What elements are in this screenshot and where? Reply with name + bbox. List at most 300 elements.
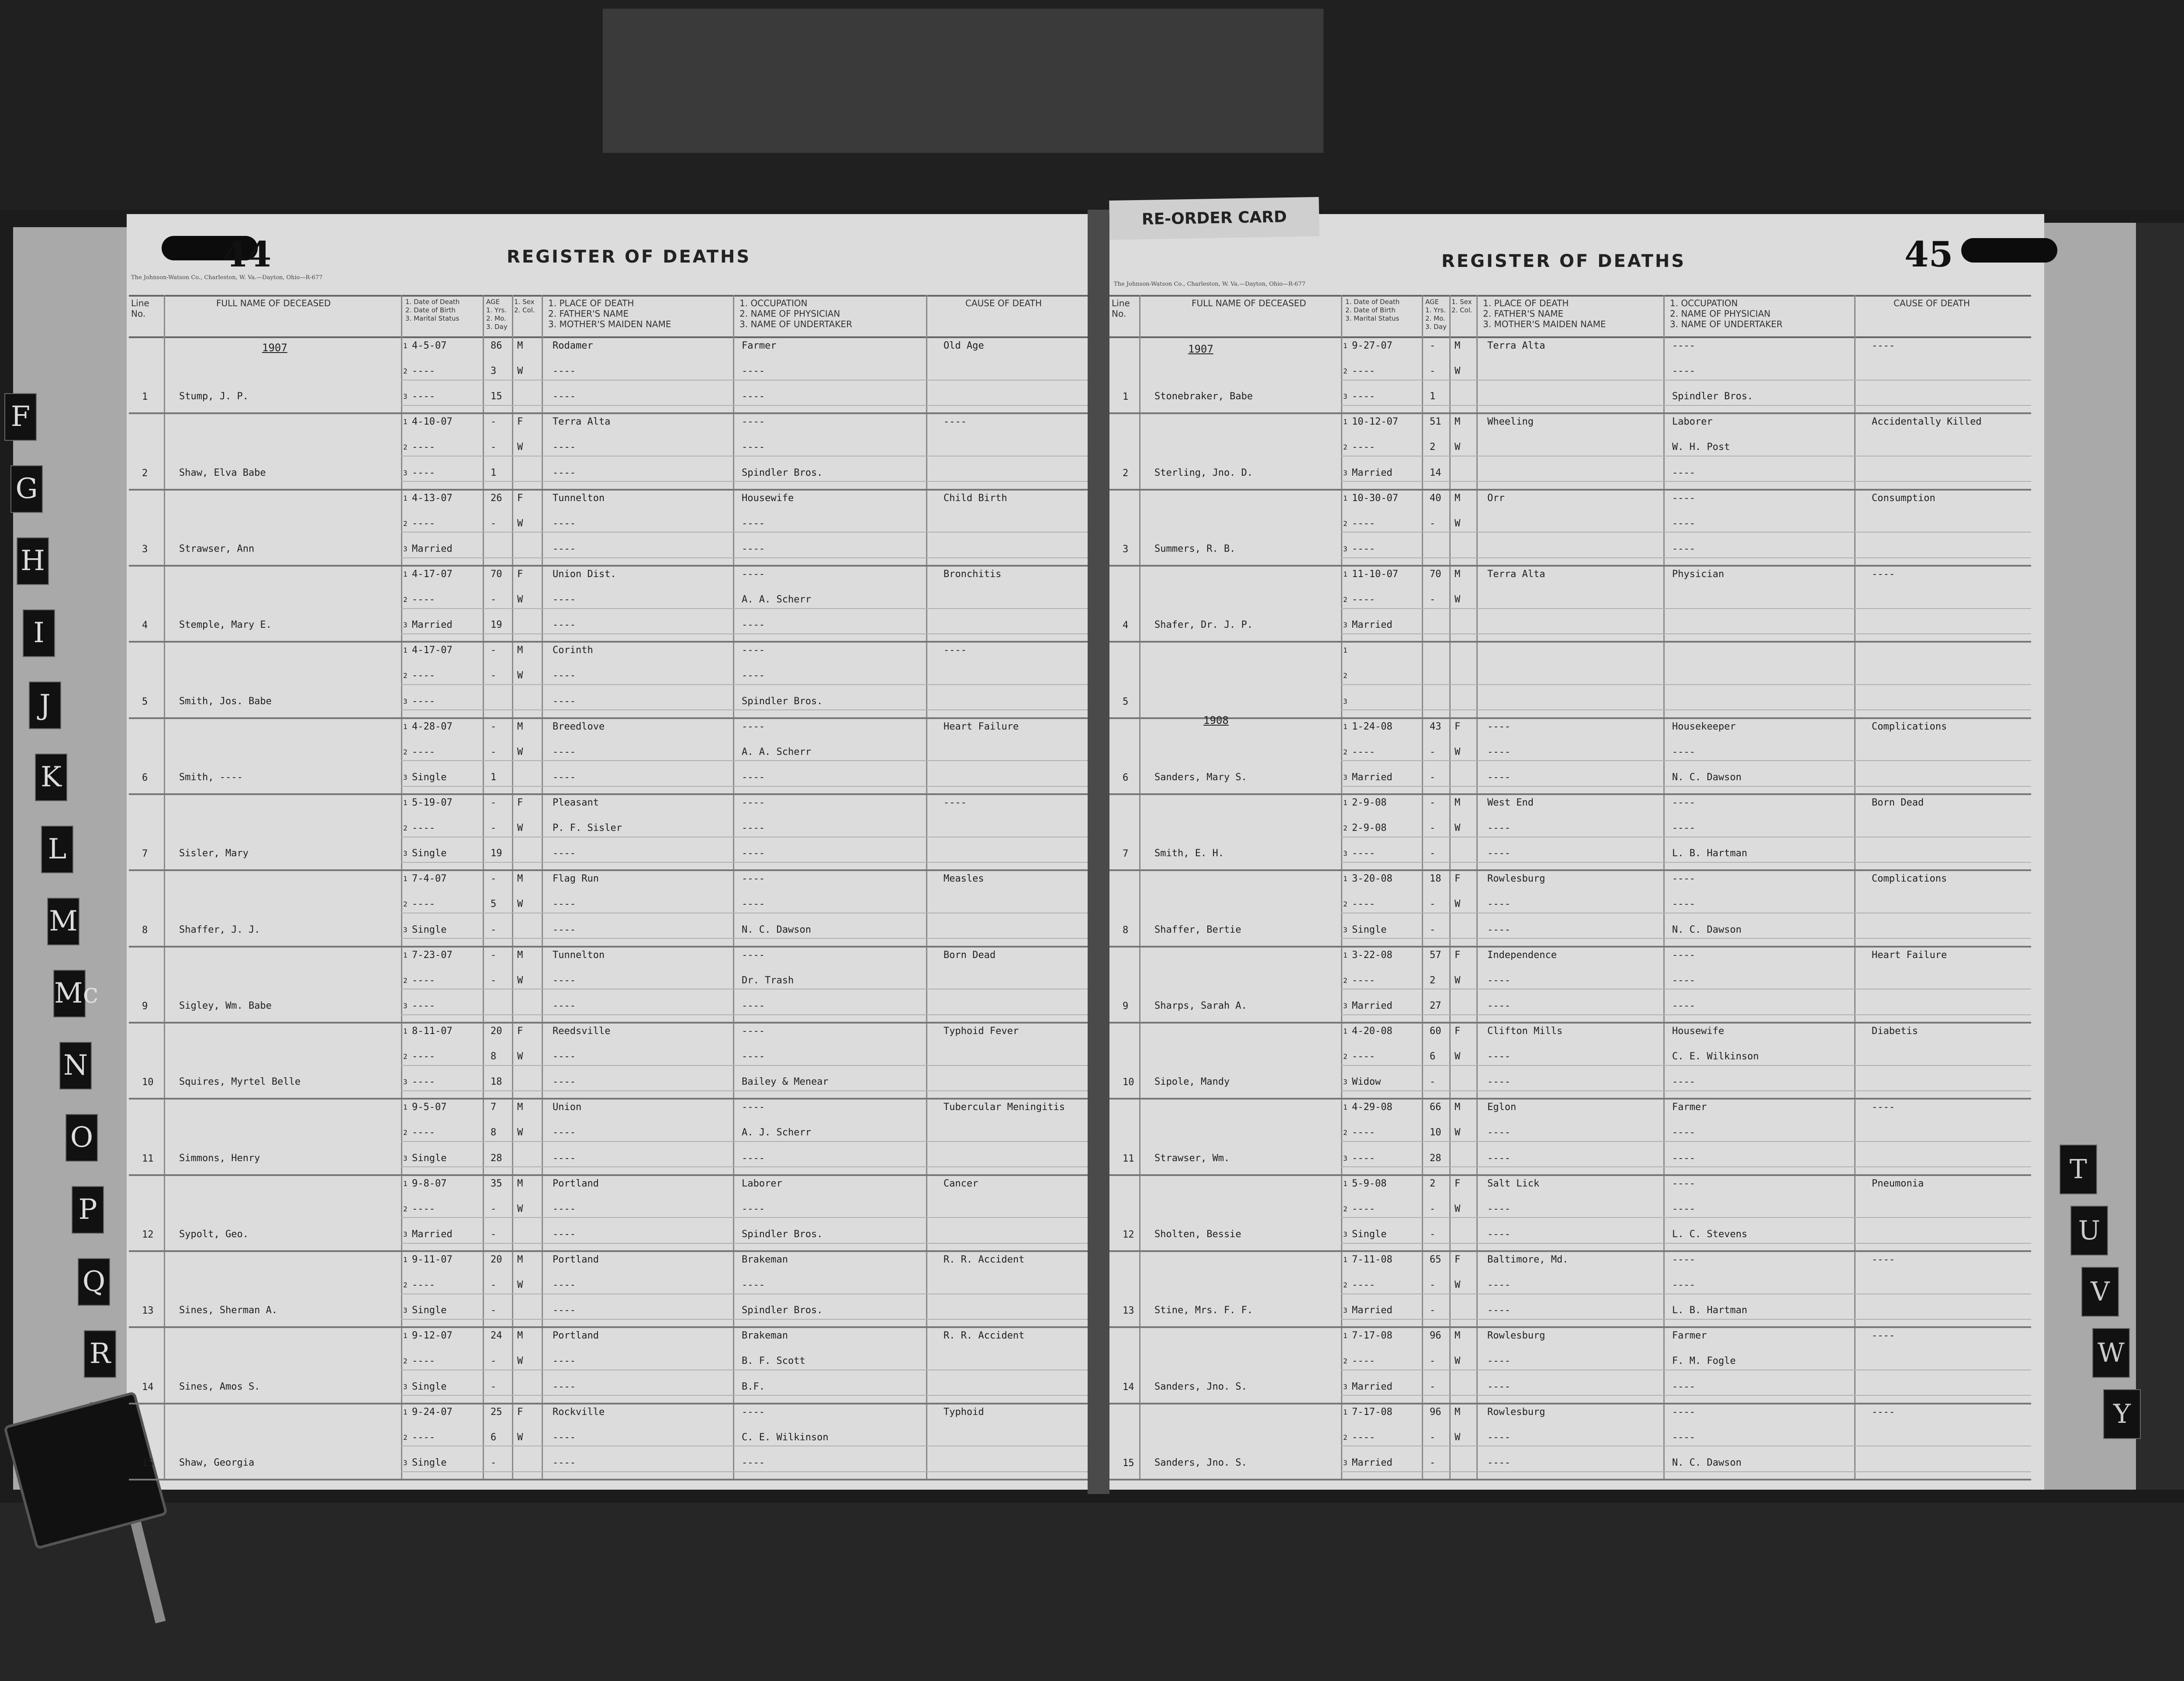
sub-index: 3 (403, 1306, 408, 1315)
age-field: - (1430, 594, 1436, 605)
place-parent-field: ---- (553, 366, 576, 377)
occupation-physician-field: ---- (1672, 1000, 1695, 1011)
date-field: ---- (1352, 366, 1375, 377)
occupation-physician-field: L. B. Hartman (1672, 848, 1748, 859)
sub-rule (401, 1471, 1088, 1472)
place-parent-field: ---- (553, 975, 576, 986)
sub-index: 1 (1343, 722, 1348, 731)
sex-color-field: W (517, 899, 523, 910)
occupation-physician-field: ---- (742, 619, 765, 631)
place-parent-field: Wheeling (1487, 416, 1534, 428)
age-field: 8 (491, 1051, 497, 1062)
sex-color-field: M (517, 721, 523, 732)
occupation-physician-field: ---- (742, 873, 765, 885)
sex-color-field: F (517, 492, 523, 504)
date-field: 1-24-08 (1352, 721, 1393, 732)
age-field: 1 (491, 771, 497, 783)
occupation-physician-field: ---- (742, 1203, 765, 1214)
deceased-name: Stine, Mrs. F. F. (1154, 1305, 1253, 1316)
column-rule (1422, 295, 1423, 1479)
place-parent-field: ---- (1487, 924, 1510, 935)
sub-rule (1341, 684, 2031, 685)
sub-index: 1 (1343, 1179, 1348, 1188)
page-title-right: REGISTER OF DEATHS (1441, 251, 1686, 271)
cause-of-death: Born Dead (943, 949, 996, 961)
row-rule (129, 1174, 1088, 1176)
date-field: 4-17-07 (412, 569, 453, 580)
col-header-age: AGE 1. Yrs. 2. Mo. 3. Day (1425, 298, 1447, 331)
sex-color-field: M (1455, 416, 1461, 428)
sex-color-field: M (517, 1102, 523, 1113)
deceased-name: Shaw, Elva Babe (179, 467, 266, 478)
occupation-physician-field: F. M. Fogle (1672, 1356, 1736, 1367)
sub-rule (401, 1243, 1088, 1244)
deceased-name: Strawser, Ann (179, 543, 255, 554)
age-field: 6 (491, 1432, 497, 1443)
line-number: 5 (142, 696, 148, 707)
sub-index: 3 (403, 1001, 408, 1010)
date-field: ---- (412, 695, 435, 707)
occupation-physician-field: Farmer (742, 340, 777, 351)
age-field: - (491, 1356, 497, 1367)
sub-rule (401, 1065, 1088, 1066)
column-rule (926, 295, 927, 1479)
date-field: 9-12-07 (412, 1330, 453, 1342)
sub-index: 1 (1343, 1408, 1348, 1416)
row-rule (1109, 1022, 2031, 1024)
deceased-name: Shaffer, Bertie (1154, 924, 1241, 935)
sub-rule (1341, 481, 2031, 482)
age-field: 60 (1430, 1026, 1441, 1037)
sub-rule (401, 1090, 1088, 1091)
sex-color-field: M (517, 949, 523, 961)
place-parent-field: ---- (553, 1076, 576, 1088)
occupation-physician-field: ---- (742, 1102, 765, 1113)
cause-of-death: ---- (1872, 1406, 1895, 1418)
date-field: 4-5-07 (412, 340, 447, 351)
place-parent-field: ---- (553, 746, 576, 757)
sex-color-field: F (1455, 1254, 1461, 1265)
place-parent-field: Tunnelton (553, 949, 605, 961)
col-header-occupation: 1. OCCUPATION 2. NAME OF PHYSICIAN 3. NAME OF UNDERTAKER (1670, 298, 1783, 329)
line-number: 4 (1123, 620, 1129, 631)
sub-index: 3 (1343, 849, 1348, 858)
line-number: 8 (1123, 924, 1129, 936)
date-field: ---- (1352, 1432, 1375, 1443)
age-field: 28 (1430, 1152, 1441, 1164)
year-label: 1907 (1188, 343, 1213, 355)
sub-rule (401, 557, 1088, 558)
date-field: Married (1352, 1000, 1393, 1011)
occupation-physician-field: ---- (742, 848, 765, 859)
col-header-cause: CAUSE OF DEATH (1894, 298, 1970, 308)
date-field: 7-4-07 (412, 873, 447, 885)
age-field: 57 (1430, 949, 1441, 961)
row-rule (129, 1022, 1088, 1024)
sub-index: 1 (403, 1027, 408, 1035)
sex-color-field: W (517, 518, 523, 529)
row-rule (1109, 1403, 2031, 1404)
age-field: 14 (1430, 467, 1441, 478)
sub-index: 1 (403, 418, 408, 426)
place-parent-field: ---- (1487, 1076, 1510, 1088)
age-field: - (1430, 797, 1436, 808)
sub-index: 2 (403, 595, 408, 604)
date-field: ---- (412, 670, 435, 681)
age-field: - (491, 1203, 497, 1214)
date-field: 11-10-07 (1352, 569, 1398, 580)
sub-rule (1341, 1395, 2031, 1396)
sex-color-field: W (1455, 1432, 1461, 1443)
index-tab-letter: U (2070, 1206, 2108, 1256)
deceased-name: Squires, Myrtel Belle (179, 1076, 301, 1088)
place-parent-field: Rowlesburg (1487, 1330, 1545, 1342)
age-field: - (1430, 1076, 1436, 1088)
index-tab-letter: N (59, 1042, 92, 1090)
sub-rule (401, 1395, 1088, 1396)
col-header-occupation: 1. OCCUPATION 2. NAME OF PHYSICIAN 3. NAME OF UNDERTAKER (740, 298, 853, 329)
column-rule (1139, 295, 1140, 1479)
sub-index: 2 (1343, 1281, 1348, 1290)
place-parent-field: Rowlesburg (1487, 1406, 1545, 1418)
occupation-physician-field: Laborer (742, 1178, 782, 1189)
sub-rule (1341, 456, 2031, 457)
sex-color-field: M (1455, 1406, 1461, 1418)
age-field: 20 (491, 1026, 502, 1037)
sub-rule (1341, 1090, 2031, 1091)
row-rule (1109, 1250, 2031, 1252)
sex-color-field: F (517, 569, 523, 580)
place-parent-field: ---- (553, 1305, 576, 1316)
sub-rule (1341, 786, 2031, 787)
date-field: Single (412, 771, 447, 783)
deceased-name: Sharps, Sarah A. (1154, 1000, 1247, 1011)
age-field: - (491, 873, 497, 885)
date-field: ---- (412, 518, 435, 529)
line-number: 3 (142, 543, 148, 555)
line-number: 2 (142, 467, 148, 479)
sub-index: 1 (1343, 342, 1348, 350)
sub-index: 3 (1343, 1001, 1348, 1010)
age-field: - (491, 924, 497, 935)
date-field: Single (1352, 1228, 1387, 1240)
occupation-physician-field: A. A. Scherr (742, 746, 811, 757)
age-field: 35 (491, 1178, 502, 1189)
date-field: ---- (1352, 1356, 1375, 1367)
date-field: ---- (1352, 543, 1375, 554)
sub-index: 3 (1343, 621, 1348, 630)
col-header-dates: 1. Date of Death 2. Date of Birth 3. Marital Status (1345, 298, 1400, 322)
cause-of-death: R. R. Accident (943, 1330, 1025, 1342)
sub-index: 1 (1343, 570, 1348, 578)
place-parent-field: ---- (1487, 1000, 1510, 1011)
cause-of-death: Typhoid (943, 1406, 984, 1418)
sub-index: 1 (403, 342, 408, 350)
age-field: - (491, 1457, 497, 1468)
date-field: Married (412, 619, 453, 631)
occupation-physician-field: ---- (742, 543, 765, 554)
place-parent-field: ---- (553, 1051, 576, 1062)
sub-index: 3 (403, 392, 408, 401)
sex-color-field: W (517, 366, 523, 377)
occupation-physician-field: ---- (742, 1457, 765, 1468)
sub-index: 1 (1343, 418, 1348, 426)
occupation-physician-field: ---- (1672, 823, 1695, 834)
row-rule (129, 412, 1088, 414)
occupation-physician-field: ---- (1672, 1381, 1695, 1392)
date-field: ---- (1352, 518, 1375, 529)
place-parent-field: ---- (1487, 746, 1510, 757)
age-field: - (1430, 1432, 1436, 1443)
line-number: 1 (1123, 391, 1129, 403)
date-field: ---- (412, 1051, 435, 1062)
row-rule (1109, 1479, 2031, 1480)
sub-index: 3 (1343, 1458, 1348, 1467)
book-gutter (1088, 210, 1109, 1494)
sub-rule (401, 633, 1088, 634)
deceased-name: Shaffer, J. J. (179, 924, 260, 935)
cause-of-death: Complications (1872, 721, 1947, 732)
age-field: - (491, 823, 497, 834)
date-field: ---- (412, 1356, 435, 1367)
col-header-sex: 1. Sex 2. Col. (514, 298, 535, 314)
sub-index: 1 (403, 1103, 408, 1112)
date-field: 2-9-08 (1352, 797, 1387, 808)
sub-index: 2 (1343, 519, 1348, 528)
index-tab-letter: V (2081, 1267, 2119, 1317)
place-parent-field: ---- (1487, 975, 1510, 986)
sub-index: 2 (1343, 671, 1348, 680)
date-field: 7-17-08 (1352, 1330, 1393, 1342)
sex-color-field: W (1455, 975, 1461, 986)
row-rule (1109, 641, 2031, 643)
sub-index: 2 (1343, 1128, 1348, 1137)
occupation-physician-field: ---- (1672, 1152, 1695, 1164)
sex-color-field: M (517, 873, 523, 885)
place-parent-field: Union (553, 1102, 582, 1113)
occupation-physician-field: Housewife (742, 492, 794, 504)
age-field: 1 (1430, 391, 1436, 402)
row-rule (129, 793, 1088, 795)
occupation-physician-field: ---- (1672, 492, 1695, 504)
age-field: - (491, 1381, 497, 1392)
place-parent-field: Terra Alta (553, 416, 611, 428)
sex-color-field: F (1455, 873, 1461, 885)
place-parent-field: Flag Run (553, 873, 599, 885)
line-number: 2 (1123, 467, 1129, 479)
occupation-physician-field: ---- (742, 442, 765, 453)
date-field: Single (412, 1305, 447, 1316)
place-parent-field: ---- (553, 771, 576, 783)
date-field: Single (412, 924, 447, 935)
occupation-physician-field: ---- (742, 645, 765, 656)
sub-index: 3 (403, 1458, 408, 1467)
date-field: 4-28-07 (412, 721, 453, 732)
sub-index: 2 (403, 900, 408, 909)
line-number: 11 (142, 1153, 154, 1164)
deceased-name: Sanders, Jno. S. (1154, 1457, 1247, 1468)
age-field: - (491, 594, 497, 605)
sub-index: 3 (403, 1154, 408, 1162)
sex-color-field: M (1455, 340, 1461, 351)
occupation-physician-field: ---- (1672, 543, 1695, 554)
sub-index: 2 (403, 443, 408, 452)
sub-index: 2 (1343, 1433, 1348, 1442)
date-field: ---- (1352, 1127, 1375, 1138)
age-field: 24 (491, 1330, 502, 1342)
sub-rule (401, 1141, 1088, 1142)
date-field: Single (412, 1457, 447, 1468)
date-field: ---- (1352, 746, 1375, 757)
age-field: 43 (1430, 721, 1441, 732)
sub-index: 1 (1343, 494, 1348, 502)
col-header-place: 1. PLACE OF DEATH 2. FATHER'S NAME 3. MOTHER'S MAIDEN NAME (1483, 298, 1606, 329)
sub-rule (1341, 633, 2031, 634)
sex-color-field: W (1455, 1280, 1461, 1291)
sub-index: 1 (403, 799, 408, 807)
place-parent-field: Orr (1487, 492, 1505, 504)
sub-index: 2 (403, 1128, 408, 1137)
cause-of-death: Bronchitis (943, 569, 1002, 580)
deceased-name: Sypolt, Geo. (179, 1228, 249, 1240)
date-field: Married (1352, 467, 1393, 478)
column-rule (1854, 295, 1856, 1479)
sub-index: 2 (1343, 595, 1348, 604)
occupation-physician-field: ---- (1672, 1203, 1695, 1214)
age-field: 86 (491, 340, 502, 351)
sex-color-field: W (1455, 1203, 1461, 1214)
cause-of-death: Heart Failure (1872, 949, 1947, 961)
index-tab-letter: H (17, 537, 49, 585)
occupation-physician-field: N. C. Dawson (742, 924, 811, 935)
sub-rule (1341, 709, 2031, 710)
sex-color-field: M (1455, 1330, 1461, 1342)
date-field: Married (412, 543, 453, 554)
sub-rule (1341, 1471, 2031, 1472)
place-parent-field: ---- (1487, 1305, 1510, 1316)
line-number: 15 (142, 1457, 154, 1469)
date-field: ---- (1352, 1280, 1375, 1291)
date-field: ---- (1352, 1152, 1375, 1164)
sub-rule (1341, 938, 2031, 939)
age-field: 51 (1430, 416, 1441, 428)
sub-rule (401, 1319, 1088, 1320)
date-field: ---- (412, 1000, 435, 1011)
place-parent-field: ---- (553, 1228, 576, 1240)
header-rule (129, 295, 1088, 297)
deceased-name: Sholten, Bessie (1154, 1228, 1241, 1240)
sub-rule (401, 405, 1088, 406)
row-rule (129, 1326, 1088, 1328)
place-parent-field: ---- (1487, 1432, 1510, 1443)
sub-index: 3 (403, 1230, 408, 1238)
sub-index: 1 (403, 1332, 408, 1340)
sub-index: 3 (1343, 697, 1348, 706)
place-parent-field: ---- (553, 1000, 576, 1011)
sex-color-field: W (1455, 1356, 1461, 1367)
occupation-physician-field: ---- (1672, 975, 1695, 986)
occupation-physician-field: ---- (1672, 746, 1695, 757)
line-number: 5 (1123, 696, 1129, 707)
deceased-name: Stonebraker, Babe (1154, 391, 1253, 402)
sex-color-field: W (1455, 442, 1461, 453)
occupation-physician-field: A. A. Scherr (742, 594, 811, 605)
col-header-line-no: Line No. (131, 298, 149, 319)
cause-of-death: Old Age (943, 340, 984, 351)
date-field: 10-30-07 (1352, 492, 1398, 504)
occupation-physician-field: ---- (1672, 1254, 1695, 1265)
sub-rule (401, 938, 1088, 939)
sex-color-field: M (517, 1330, 523, 1342)
sex-color-field: M (517, 1178, 523, 1189)
sub-index: 2 (403, 519, 408, 528)
deceased-name: Sines, Sherman A. (179, 1305, 278, 1316)
line-number: 15 (1123, 1457, 1134, 1469)
line-number: 12 (142, 1229, 154, 1240)
place-parent-field: ---- (553, 518, 576, 529)
sex-color-field: W (517, 670, 523, 681)
sub-index: 2 (1343, 747, 1348, 756)
sub-rule (401, 532, 1088, 533)
date-field: 3-20-08 (1352, 873, 1393, 885)
line-number: 9 (142, 1000, 148, 1012)
place-parent-field: ---- (553, 848, 576, 859)
occupation-physician-field: N. C. Dawson (1672, 771, 1742, 783)
line-number: 7 (142, 848, 148, 860)
age-field: 65 (1430, 1254, 1441, 1265)
row-rule (1109, 412, 2031, 414)
age-field: 18 (491, 1076, 502, 1088)
place-parent-field: ---- (1487, 1356, 1510, 1367)
date-field: Married (1352, 619, 1393, 631)
date-field: 4-13-07 (412, 492, 453, 504)
date-field: ---- (412, 467, 435, 478)
occupation-physician-field: ---- (742, 1406, 765, 1418)
sub-index: 3 (1343, 773, 1348, 782)
sex-color-field: W (517, 1127, 523, 1138)
occupation-physician-field: Spindler Bros. (742, 1228, 823, 1240)
age-field: - (1430, 899, 1436, 910)
col-header-place: 1. PLACE OF DEATH 2. FATHER'S NAME 3. MOTHER'S MAIDEN NAME (548, 298, 671, 329)
row-rule (129, 641, 1088, 643)
date-field: 2-9-08 (1352, 823, 1387, 834)
sex-color-field: W (517, 1280, 523, 1291)
column-rule (401, 295, 402, 1479)
place-parent-field: ---- (553, 695, 576, 707)
sub-index: 2 (403, 1281, 408, 1290)
sex-color-field: M (517, 340, 523, 351)
place-parent-field: ---- (553, 442, 576, 453)
place-parent-field: Corinth (553, 645, 593, 656)
place-parent-field: Terra Alta (1487, 569, 1545, 580)
sub-index: 1 (1343, 1332, 1348, 1340)
occupation-physician-field: C. E. Wilkinson (742, 1432, 829, 1443)
index-tab-letter: I (23, 609, 55, 657)
age-field: - (1430, 924, 1436, 935)
index-tab-letter: K (35, 754, 67, 801)
date-field: Married (1352, 1457, 1393, 1468)
background-box (603, 9, 1324, 153)
occupation-physician-field: ---- (742, 366, 765, 377)
age-field: - (491, 1228, 497, 1240)
occupation-physician-field: ---- (742, 518, 765, 529)
occupation-physician-field: ---- (1672, 899, 1695, 910)
sex-color-field: W (1455, 1051, 1461, 1062)
place-parent-field: Portland (553, 1178, 599, 1189)
column-rule (733, 295, 734, 1479)
place-parent-field: ---- (553, 1381, 576, 1392)
sex-color-field: F (517, 416, 523, 428)
